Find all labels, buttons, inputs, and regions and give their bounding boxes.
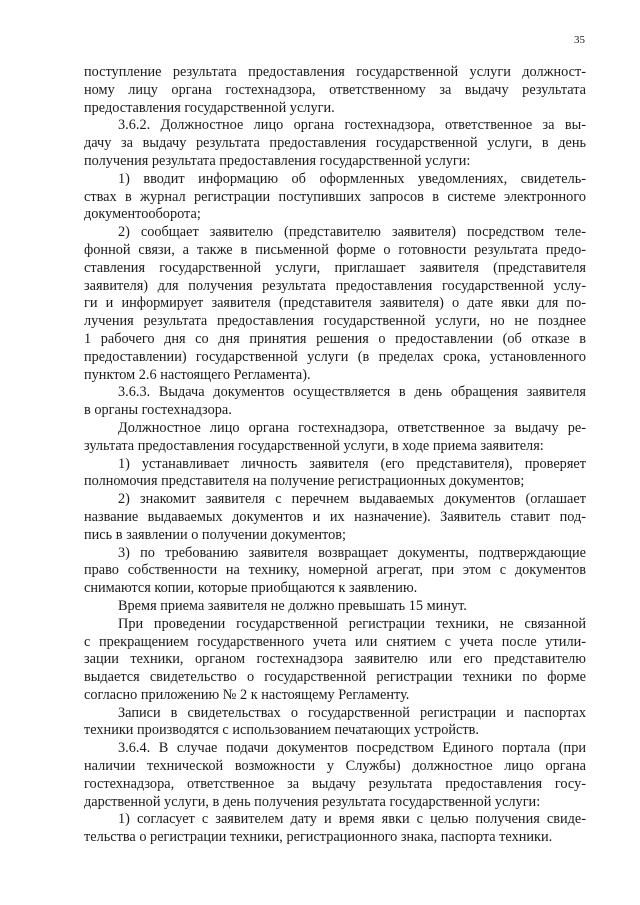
text-line: 1 рабочего дня со дня принятия решения о предоставлении (об отказе в xyxy=(84,330,586,347)
text-line: название выдаваемых документов и их назначение). Заявитель ставит под- xyxy=(84,508,586,525)
text-line: предоставления государственной услуги. xyxy=(84,99,335,116)
text-line: документооборота; xyxy=(84,206,201,223)
text-line: 2) сообщает заявителю (представителю заявителя) посредством теле- xyxy=(118,224,586,241)
text-line: поступление результата предоставления государственной услуги должност- xyxy=(84,64,586,80)
text-line: 3) по требованию заявителя возвращает документы, подтверждающие xyxy=(118,544,586,561)
page-number: 35 xyxy=(574,34,585,46)
text-line: При проведении государственной регистрации техники, не связанной xyxy=(118,615,586,632)
text-line: 2) знакомит заявителя с перечнем выдаваемых документов (оглашает xyxy=(118,491,586,508)
text-line: тельства о регистрации техники, регистрационного знака, паспорта техники. xyxy=(84,829,553,846)
text-line: снимаются копии, которые приобщаются к заявлению. xyxy=(84,580,418,597)
text-line: 1) устанавливает личность заявителя (его представителя), проверяет xyxy=(118,455,586,472)
text-line: согласно приложению № 2 к настоящему Регламенту. xyxy=(84,686,410,703)
text-line: зации техники, органом гостехнадзора заявителю или его представителю xyxy=(84,651,586,668)
text-line: дачу за выдачу результата предоставления государственной услуги, в день xyxy=(84,135,586,152)
text-line: получения результата предоставления государственной услуги: xyxy=(84,152,471,169)
text-line: с прекращением государственного учета или снятием с учета после утили- xyxy=(84,633,586,650)
text-line: ставления государственной услуги, приглашает заявителя (представителя xyxy=(84,259,586,276)
text-line: лучения результата предоставления государственной услуги, но не позднее xyxy=(84,313,586,330)
text-line: Записи в свидетельствах о государственной регистрации и паспортах xyxy=(118,704,586,721)
text-line: предоставлении) государственной услуги (в пределах срока, установленного xyxy=(84,348,586,365)
text-line: 3.6.3. Выдача документов осуществляется в день обращения заявителя xyxy=(118,384,586,401)
text-line: ги и информирует заявителя (представителя заявителя) о дате явки для по- xyxy=(84,295,586,312)
text-line: зультата предоставления государственной услуги, в ходе приема заявителя: xyxy=(84,437,544,454)
text-line: 3.6.4. В случае подачи документов посредством Единого портала (при xyxy=(118,740,586,757)
text-line: техники производятся с использованием печатающих устройств. xyxy=(84,722,479,739)
text-line: в органы гостехнадзора. xyxy=(84,402,232,419)
text-line: 1) вводит информацию об оформленных уведомлениях, свидетель- xyxy=(118,170,586,187)
text-line: заявителя) для получения результата предоставления государственной услу- xyxy=(84,277,586,294)
text-line: ствах в журнал регистрации поступивших запросов в системе электронного xyxy=(84,188,586,205)
text-line: ному лицу органа гостехнадзора, ответственному за выдачу результата xyxy=(84,81,586,98)
text-line: дарственной услуги, в день получения результата государственной услуги: xyxy=(84,793,541,810)
text-line: пунктом 2.6 настоящего Регламента). xyxy=(84,366,311,383)
text-line: пись в заявлении о получении документов; xyxy=(84,526,346,543)
text-line: Должностное лицо органа гостехнадзора, ответственное за выдачу ре- xyxy=(118,419,586,436)
text-line: фонной связи, а также в письменной форме о готовности результата предо- xyxy=(84,241,586,258)
text-line: полномочия представителя на получение регистрационных документов; xyxy=(84,473,525,490)
text-line: гостехнадзора, ответственное за выдачу результата предоставления госу- xyxy=(84,775,586,792)
text-line: 3.6.2. Должностное лицо органа гостехнадзора, ответственное за вы- xyxy=(118,117,586,134)
text-line: право собственности на технику, номерной агрегат, при этом с документов xyxy=(84,562,586,579)
text-line: наличии технической возможности у Службы) должностное лицо органа xyxy=(84,758,586,775)
text-line: выдается свидетельство о государственной регистрации техники по форме xyxy=(84,669,586,686)
text-line: Время приема заявителя не должно превышать 15 минут. xyxy=(118,597,467,614)
text-line: 1) согласует с заявителем дату и время явки с целью получения свиде- xyxy=(118,811,586,828)
document-body xyxy=(84,64,586,847)
